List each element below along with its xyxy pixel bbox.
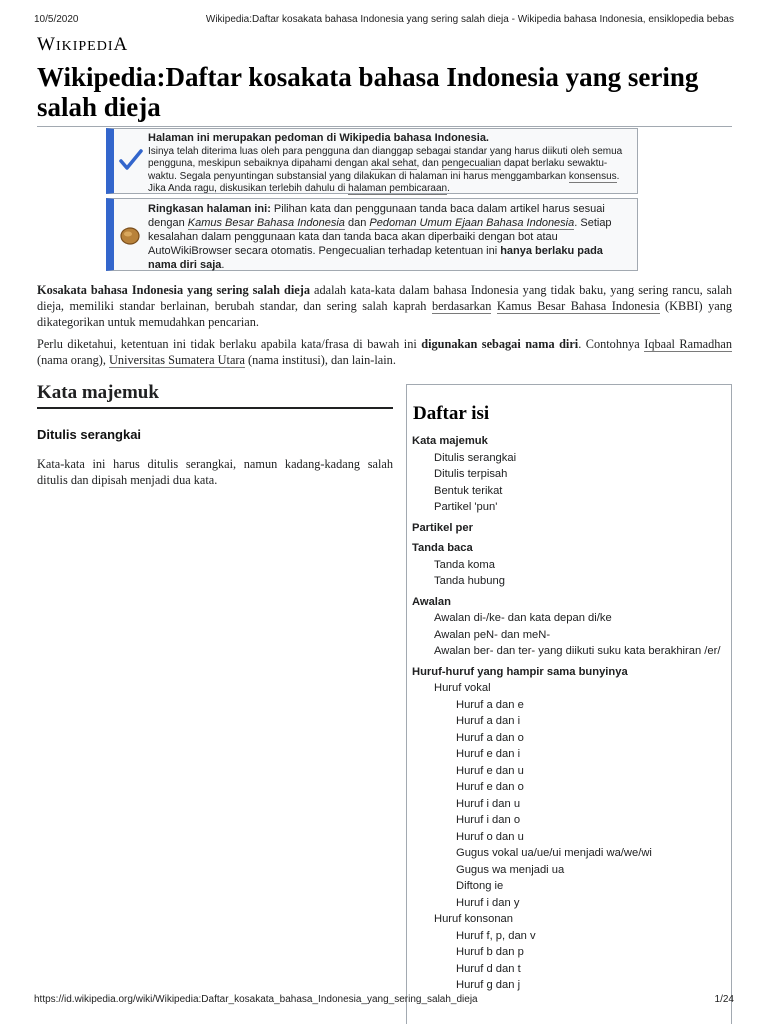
- toc-item[interactable]: Tanda hubung: [434, 575, 505, 587]
- summary-notice-box: [106, 198, 638, 271]
- print-header: [34, 14, 734, 25]
- link-universitas-sumatera-utara[interactable]: Universitas Sumatera Utara: [109, 353, 245, 367]
- toc-item[interactable]: Huruf-huruf yang hampir sama bunyinya: [412, 665, 628, 678]
- toc-item[interactable]: Awalan di-/ke- dan kata depan di/ke: [434, 612, 612, 624]
- subsection-heading-ditulis-serangkai: Ditulis serangkai: [37, 427, 142, 442]
- toc-item[interactable]: Tanda baca: [412, 542, 473, 554]
- print-url: https://id.wikipedia.org/wiki/Wikipedia:Daftar_kosakata_bahasa_Indonesia_yang_sering_salah_dieja: [34, 994, 478, 1005]
- toc-item[interactable]: Awalan peN- dan meN-: [434, 628, 551, 641]
- toc-item[interactable]: Gugus vokal ua/ue/ui menjadi wa/we/wi: [456, 847, 652, 859]
- toc-item[interactable]: Huruf i dan o: [456, 814, 521, 826]
- link-kbbi[interactable]: Kamus Besar Bahasa Indonesia: [187, 217, 345, 229]
- toc-title: Daftar isi: [413, 403, 490, 424]
- toc-item[interactable]: Huruf konsonan: [434, 913, 513, 925]
- toc-item[interactable]: Partikel per: [412, 521, 473, 534]
- toc-item[interactable]: Huruf a dan i: [456, 715, 521, 727]
- print-doc-title: Wikipedia:Daftar kosakata bahasa Indonesia yang sering salah dieja - Wikipedia bahasa Indonesia, ensiklopedia bebas: [205, 14, 734, 25]
- toc-item[interactable]: Huruf a dan e: [456, 698, 524, 711]
- toc-item[interactable]: Bentuk terikat: [434, 484, 503, 497]
- link-halaman-pembicaraan[interactable]: halaman pembicaraan: [348, 183, 448, 194]
- guideline-notice-box: [106, 128, 638, 194]
- guideline-notice-text: Halaman ini merupakan pedoman di Wikipedia bahasa Indonesia. Isinya telah diterima luas oleh para pengguna dan dianggap sebagai standar yang harus diikuti oleh semua pengguna, meskipun sebaiknya dipahami dengan akal sehat, dan pengecualian dapat berlaku sewaktu-waktu. Segala penyuntingan substansial yang dilakukan di halaman ini harus menggambarkan konsensus. Jika Anda ragu, diskusikan terlebih dahulu di halaman pembicaraan.: [148, 132, 631, 196]
- summary-label: Ringkasan halaman ini:: [148, 203, 271, 215]
- toc-item[interactable]: Huruf a dan o: [456, 731, 524, 744]
- table-of-contents: [406, 384, 732, 1024]
- toc-item[interactable]: Awalan ber- dan ter- yang diikuti suku kata berakhiran /er/: [434, 645, 721, 657]
- toc-item[interactable]: Tanda koma: [434, 558, 495, 571]
- toc-item[interactable]: Huruf e dan o: [456, 781, 524, 793]
- toc-item[interactable]: Kata majemuk: [412, 435, 488, 447]
- toc-item[interactable]: Huruf b dan p: [456, 946, 524, 958]
- guideline-heading: Halaman ini merupakan pedoman di Wikipedia bahasa Indonesia.: [148, 132, 489, 144]
- wikipedia-logo[interactable]: WIKIPEDIA: [37, 34, 129, 55]
- toc-item[interactable]: Huruf o dan u: [456, 830, 524, 843]
- print-date: 10/5/2020: [34, 14, 79, 25]
- print-page-number: 1/24: [714, 994, 734, 1005]
- toc-item[interactable]: Huruf e dan i: [456, 748, 521, 760]
- checkmark-icon: [118, 147, 144, 173]
- link-kamus-besar[interactable]: Kamus Besar Bahasa Indonesia: [496, 299, 660, 313]
- section-paragraph: Kata-kata ini harus ditulis serangkai, namun kadang-kadang salah ditulis dan dipisah menjadi dua kata.: [37, 457, 393, 487]
- toc-item[interactable]: Partikel 'pun': [434, 501, 498, 513]
- summary-notice-text: Ringkasan halaman ini: Pilihan kata dan penggunaan tanda baca dalam artikel harus sesuai dengan Kamus Besar Bahasa Indonesia dan Pedoman Umum Ejaan Bahasa Indonesia. Setiap kesalahan dalam penggunaan kata dan tanda baca akan diperbaiki dengan bot atau AutoWikiBrowser secara otomatis. Pengecualian terhadap ketentuan ini hanya berlaku pada nama diri saja.: [148, 203, 612, 271]
- toc-list: [407, 433, 731, 994]
- toc-item[interactable]: Ditulis terpisah: [434, 468, 508, 480]
- page-title: Wikipedia:Daftar kosakata bahasa Indonesia yang sering salah dieja: [37, 62, 732, 127]
- link-iqbaal-ramadhan[interactable]: Iqbaal Ramadhan: [644, 337, 733, 351]
- toc-item[interactable]: Diftong ie: [456, 880, 504, 892]
- section-heading-kata-majemuk: Kata majemuk: [37, 382, 393, 409]
- note-paragraph: Perlu diketahui, ketentuan ini tidak berlaku apabila kata/frasa di bawah ini digunakan sebagai nama diri. Contohnya Iqbaal Ramadhan (nama orang), Universitas Sumatera Utara (nama institusi), dan lain-lain.: [37, 337, 733, 367]
- toc-item[interactable]: Huruf e dan u: [456, 764, 524, 777]
- toc-item[interactable]: Awalan: [412, 595, 451, 608]
- link-akal-sehat[interactable]: akal sehat: [370, 158, 417, 169]
- link-pengecualian[interactable]: pengecualian: [441, 158, 502, 169]
- toc-item[interactable]: Huruf i dan u: [456, 797, 521, 810]
- nutshell-icon: [118, 223, 142, 247]
- intro-paragraph: Kosakata bahasa Indonesia yang sering salah dieja adalah kata-kata dalam bahasa Indonesia yang tidak baku, yang sering rancu, salah dieja, memiliki standar berlainan, berubah standar, dan sering salah kaprah berdasarkan Kamus Besar Bahasa Indonesia (KBBI) yang dikategorikan untuk memudahkan pencarian.: [37, 283, 733, 329]
- link-berdasarkan[interactable]: berdasarkan: [431, 299, 492, 313]
- toc-item[interactable]: Huruf i dan y: [456, 896, 520, 909]
- toc-item[interactable]: Ditulis serangkai: [434, 451, 517, 464]
- link-puebi[interactable]: Pedoman Umum Ejaan Bahasa Indonesia: [369, 217, 575, 229]
- toc-item[interactable]: Huruf g dan j: [456, 979, 521, 991]
- toc-item[interactable]: Huruf f, p, dan v: [456, 929, 536, 942]
- toc-item[interactable]: Huruf vokal: [434, 682, 491, 694]
- toc-item[interactable]: Gugus wa menjadi ua: [456, 863, 565, 876]
- print-footer: [34, 994, 734, 1005]
- toc-item[interactable]: Huruf d dan t: [456, 962, 521, 975]
- link-konsensus[interactable]: konsensus: [568, 170, 617, 182]
